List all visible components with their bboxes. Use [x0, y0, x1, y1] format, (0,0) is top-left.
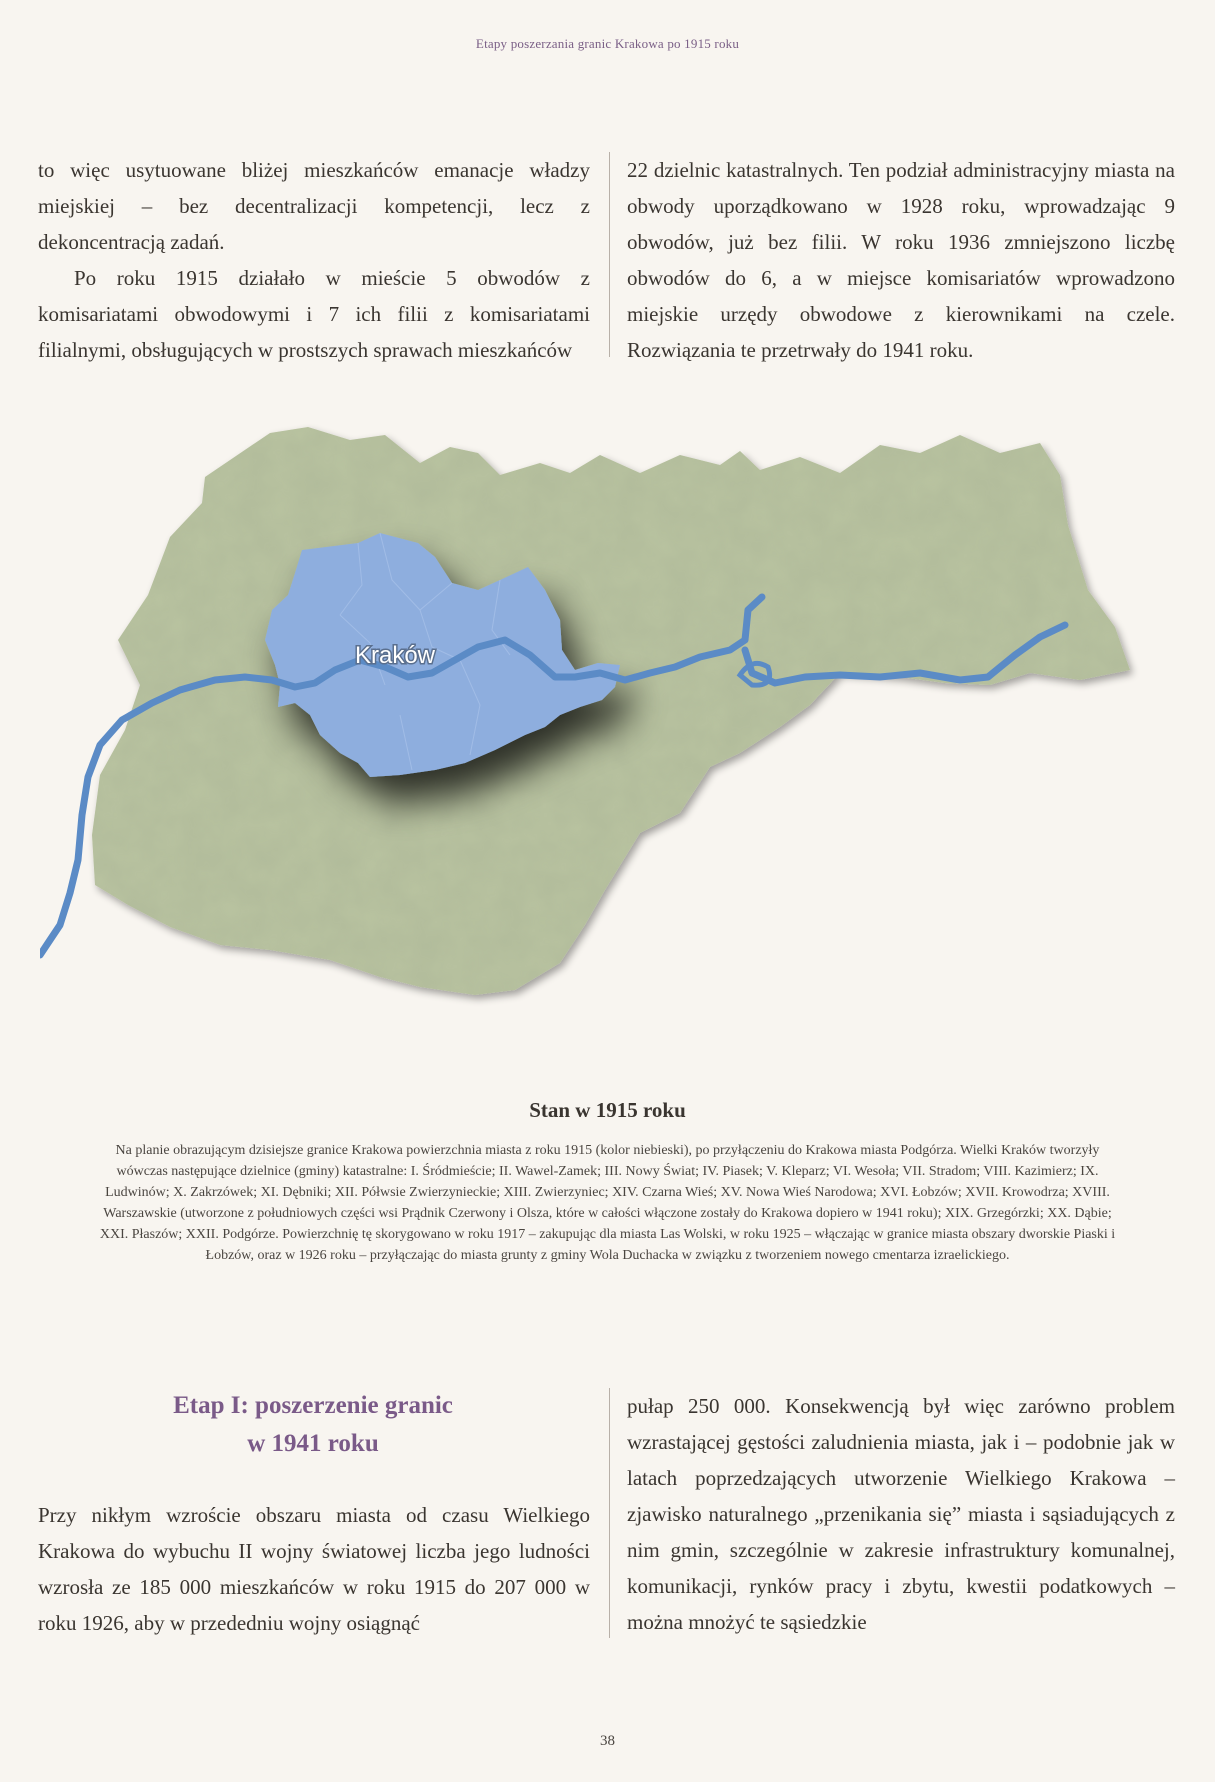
top-right-column	[627, 152, 1175, 368]
top-left-paragraph-2: Po roku 1915 działało w mieście 5 obwodów z komisariatami obwodowymi i 7 ich filii z komisariatami filialnymi, obsługujących w prostszych sprawach mieszkańców	[38, 266, 590, 362]
section-heading	[38, 1387, 588, 1463]
city-label: Kraków	[354, 642, 436, 669]
terrain-relief	[92, 427, 1130, 995]
bottom-left-paragraph-1: Przy nikłym wzroście obszaru miasta od czasu Wielkiego Krakowa do wybuchu II wojny światowej liczba jego ludności wzrosła ze 185 000 mieszkańców w roku 1915 do 207 000 w roku 1926, aby w przededniu wojny osiągnąć	[38, 1503, 590, 1635]
section-heading-line-2: w 1941 roku	[247, 1430, 379, 1457]
page-number: 38	[600, 1733, 615, 1749]
map-caption-title: Stan w 1915 roku	[529, 1098, 686, 1122]
bottom-right-paragraph-1: pułap 250 000. Konsekwencją był więc zarówno problem wzrastającej gęstości zaludnienia miasta, jak i – podobnie jak w latach poprzedzających utworzenie Wielkiego Krakowa – zjawisko naturalnego „przenikania się” miasta i sąsiadujących z nim gmin, szczególnie w zakresie infrastruktury komunalnej, komunikacji, rynków pracy i zbytu, kwestii podatkowych – można mnożyć te sąsiedzkie	[627, 1394, 1175, 1634]
map-caption-text: Na planie obrazującym dzisiejsze granice Krakowa powierzchnia miasta z roku 1915 (kolor niebieski), po przyłączeniu do Krakowa miasta Podgórza. Wielki Kraków tworzyły wówczas następujące dzielnice (gminy) katastralne: I. Śródmieście; II. Wawel-Zamek; III. Nowy Świat; IV. Piasek; V. Kleparz; VI. Wesoła; VII. Stradom; VIII. Kazimierz; IX. Ludwinów; X. Zakrzówek; XI. Dębniki; XII. Półwsie Zwierzynieckie; XIII. Zwierzyniec; XIV. Czarna Wieś; XV. Nowa Wieś Narodowa; XVI. Łobzów; XVII. Krowodrza; XVIII. Warszawskie (utworzone z południowych części wsi Prądnik Czerwony i Olsza, które w całości włączone zostały do Krakowa dopiero w 1941 roku); XIX. Grzegórzki; XX. Dąbie; XXI. Płaszów; XXII. Podgórze. Powierzchnię tę skorygowano w roku 1917 – zakupując dla miasta Las Wolski, w roku 1925 – włączając w granice miasta obszary dworskie Piaski i Łobzów, oraz w 1926 roku – przyłączając do miasta grunty z gminy Wola Duchacka w związku z tworzeniem nowego cmentarza izraelickiego.	[99, 1143, 1116, 1263]
section-heading-line-1: Etap I: poszerzenie granic	[173, 1392, 453, 1419]
bottom-right-column	[627, 1388, 1175, 1640]
bottom-left-column	[38, 1497, 590, 1641]
krakow-map	[40, 415, 1175, 1080]
top-column-divider	[609, 152, 610, 357]
top-left-column	[38, 152, 590, 368]
bottom-column-divider	[609, 1388, 610, 1638]
top-left-paragraph-1: to więc usytuowane bliżej mieszkańców emanacje władzy miejskiej – bez decentralizacji kompetencji, lecz z dekoncentracją zadań.	[38, 158, 590, 254]
top-right-paragraph-1: 22 dzielnic katastralnych. Ten podział administracyjny miasta na obwody uporządkowano w 1928 roku, wprowadzając 9 obwodów, już bez filii. W roku 1936 zmniejszono liczbę obwodów do 6, a w miejsce komisariatów wprowadzono miejskie urzędy obwodowe z kierownikami na czele. Rozwiązania te przetrwały do 1941 roku.	[627, 158, 1175, 362]
map-figure	[40, 415, 1175, 1080]
running-title: Etapy poszerzania granic Krakowa po 1915 roku	[475, 36, 740, 51]
